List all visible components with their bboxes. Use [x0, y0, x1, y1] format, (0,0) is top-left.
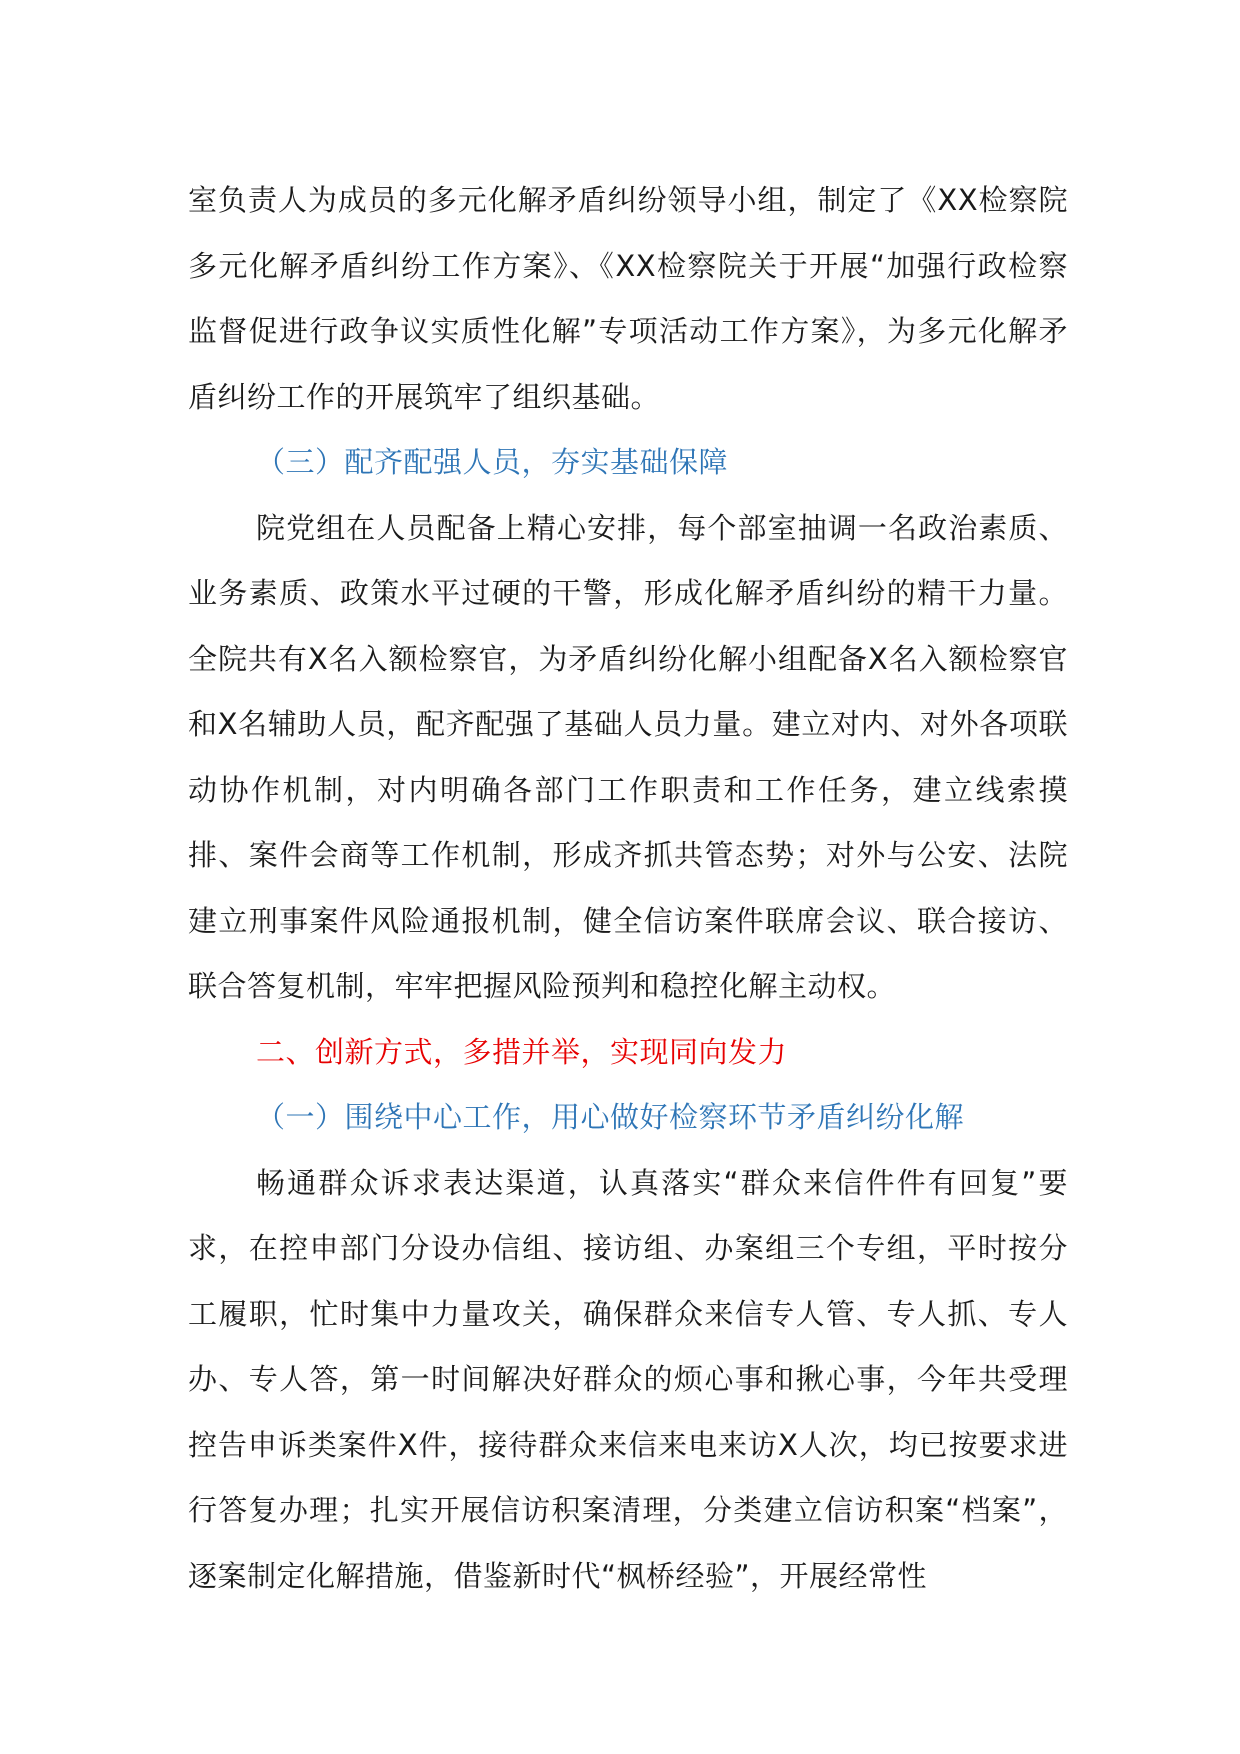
body-paragraph-petitions: 畅通群众诉求表达渠道，认真落实“群众来信件件有回复”要求，在控申部门分设办信组、接访组、办案组三个专组，平时按分工履职，忙时集中力量攻关，确保群众来信专人管、专人抓、专人办、专人答，第一时间解决好群众的烦心事和揪心事，今年共受理控告申诉类案件X件，接待群众来信来电来访X人次，均已按要求进行答复办理；扎实开展信访积案清理，分类建立信访积案“档案”，逐案制定化解措施，借鉴新时代“枫桥经验”，开展经常性 — [188, 1165, 1068, 1593]
section-heading-innovation: 二、创新方式，多措并举，实现同向发力 — [256, 1034, 788, 1069]
document-page — [188, 168, 1068, 1609]
subheading-central-work: （一）围绕中心工作，用心做好检察环节矛盾纠纷化解 — [256, 1100, 965, 1134]
body-paragraph-staffing: 院党组在人员配备上精心安排，每个部室抽调一名政治素质、业务素质、政策水平过硬的干警，形成化解矛盾纠纷的精干力量。全院共有X名入额检察官，为矛盾纠纷化解小组配备X名入额检察官和X名辅助人员，配齐配强了基础人员力量。建立对内、对外各项联动协作机制，对内明确各部门工作职责和工作任务，建立线索摸排、案件会商等工作机制，形成齐抓共管态势；对外与公安、法院建立刑事案件风险通报机制，健全信访案件联席会议、联合接访、联合答复机制，牢牢把握风险预判和稳控化解主动权。 — [188, 510, 1068, 1003]
body-paragraph-continued: 室负责人为成员的多元化解矛盾纠纷领导小组，制定了《XX检察院多元化解矛盾纠纷工作方案》、《XX检察院关于开展“加强行政检察监督促进行政争议实质性化解”专项活动工作方案》，为多元化解矛盾纠纷工作的开展筑牢了组织基础。 — [188, 183, 1068, 414]
subheading-staffing: （三）配齐配强人员，夯实基础保障 — [256, 445, 729, 479]
